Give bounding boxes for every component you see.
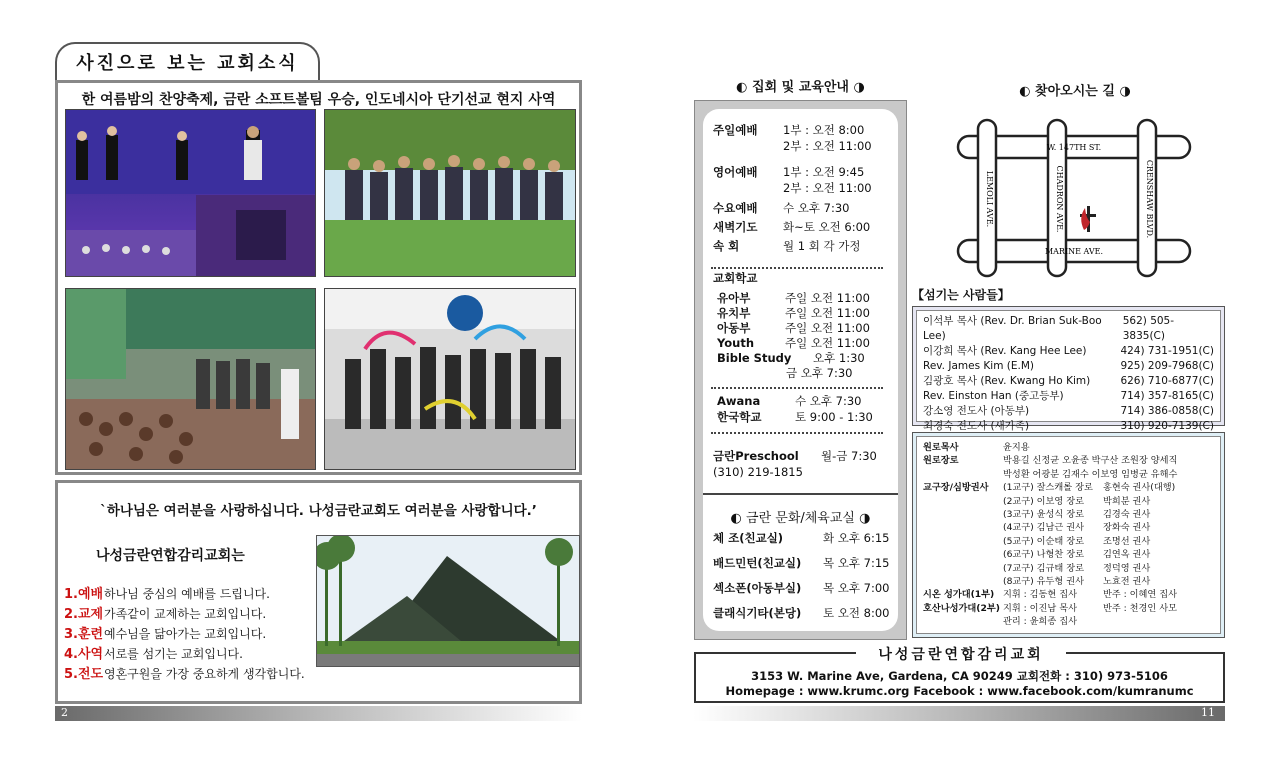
staff-member: 최경숙 전도사 (새가족) 310) 920-7139(C) bbox=[923, 420, 1214, 432]
preschool-phone: (310) 219-1815 bbox=[713, 465, 803, 479]
schedule-inner bbox=[703, 109, 898, 631]
street-top: W. 147TH ST. bbox=[1046, 143, 1102, 152]
page-footer-bar-left bbox=[55, 706, 582, 721]
mission-box bbox=[55, 480, 582, 704]
photo-caption: 한 여름밤의 찬양축제, 금란 소프트볼팀 우승, 인도네시아 단기선교 현지 사역 bbox=[81, 92, 556, 108]
creed-number: 4.사역 bbox=[64, 647, 104, 662]
creed-text: 하나님 중심의 예배를 드립니다. bbox=[104, 587, 270, 601]
creed-text: 예수님을 닮아가는 교회입니다. bbox=[104, 627, 267, 641]
street-right: CRENSHAW BLVD. bbox=[1145, 159, 1154, 239]
staff-member: 강소영 전도사 (아동부) 714) 386-0858(C) bbox=[923, 405, 1214, 417]
elder-row: (2교구) 이보영 장로 박희분 권사 bbox=[1003, 495, 1151, 507]
culture-row: 클래식기타(본당) 토 오전 8:00 bbox=[713, 606, 890, 620]
elder-row: 교구장/심방권사 (1교구) 잘스캐롤 장로 홍현숙 권사(대행) bbox=[923, 482, 1176, 494]
staff-member: 김광호 목사 (Rev. Kwang Ho Kim) 626) 710-6877(C) bbox=[923, 375, 1214, 387]
elder-row: 원로목사 윤지용 bbox=[923, 442, 1030, 453]
school-row: Bible Study 오후 1:30 bbox=[717, 351, 865, 365]
elder-row: 호산나성가대(2부) 지휘 : 이진남 목사 반주 : 천경인 사모 bbox=[923, 602, 1177, 614]
directions-map bbox=[950, 118, 1200, 278]
creed-item bbox=[64, 643, 305, 663]
photo-news-box bbox=[55, 80, 582, 475]
staff-member: 이석부 목사 (Rev. Dr. Brian Suk-Boo Lee) 562) 505-3835(C) bbox=[923, 315, 1175, 342]
staff-list bbox=[916, 310, 1221, 432]
schedule-row-english: 영어예배 1부 : 오전 9:45 bbox=[713, 165, 865, 179]
photo-youth-group bbox=[324, 288, 576, 470]
culture-row: 체 조(친교실) 화 오후 6:15 bbox=[713, 531, 890, 545]
elder-row: (3교구) 윤성식 장로 김경숙 권사 bbox=[1003, 509, 1151, 521]
schedule-row-sunday-2: 2부 : 오전 11:00 bbox=[783, 139, 872, 153]
church-web: Homepage : www.krumc.org Facebook : www.facebook.com/kumranumc bbox=[725, 684, 1194, 698]
creed-number: 3.훈련 bbox=[64, 627, 104, 642]
dotted-divider bbox=[711, 432, 883, 434]
solid-divider bbox=[703, 493, 898, 495]
school-row: Youth 주일 오전 11:00 bbox=[717, 336, 870, 350]
elder-row: 박성환 어광분 김재수 이보영 임병균 유해수 bbox=[1003, 468, 1178, 480]
staff-box bbox=[912, 306, 1225, 432]
school-row: 아동부 주일 오전 11:00 bbox=[717, 321, 870, 335]
section-title: 사진으로 보는 교회소식 bbox=[55, 42, 320, 80]
street-middle: CHADRON AVE. bbox=[1055, 165, 1064, 233]
school-row: 유치부 주일 오전 11:00 bbox=[717, 306, 870, 320]
street-bottom: MARINE AVE. bbox=[1044, 247, 1104, 256]
elder-row: (7교구) 김규태 장로 정덕영 권사 bbox=[1003, 562, 1151, 574]
photo-summer-concert bbox=[65, 109, 316, 277]
creed-number: 2.교제 bbox=[64, 607, 104, 622]
creed-number: 1.예배 bbox=[64, 587, 104, 602]
schedule-heading: ◐ 집회 및 교육안내 ◑ bbox=[736, 80, 865, 95]
creed-item bbox=[64, 603, 305, 623]
dotted-divider bbox=[711, 267, 883, 269]
creed-item bbox=[64, 623, 305, 643]
church-name: 나성금란연합감리교회 bbox=[856, 644, 1066, 664]
elder-row: 원로장로 박용길 신정균 오윤종 박구산 조원장 양세직 bbox=[923, 455, 1178, 467]
page-number-right: 11 bbox=[1201, 706, 1215, 719]
staff-member: Rev. James Kim (E.M) 925) 209-7968(C) bbox=[923, 360, 1214, 372]
staff-title: 【섬기는 사람들】 bbox=[912, 288, 1010, 302]
staff-member: 이강희 목사 (Rev. Kang Hee Lee) 424) 731-1951(C) bbox=[923, 345, 1214, 357]
page-footer-bar-right bbox=[693, 706, 1225, 721]
schedule-row-cell: 속 회 월 1 회 각 가정 bbox=[713, 239, 861, 253]
creed-text: 영혼구원을 가장 중요하게 생각합니다. bbox=[104, 667, 305, 681]
creed-number: 5.전도 bbox=[64, 667, 104, 682]
church-motto: `하나님은 여러분을 사랑하십니다. 나성금란교회도 여러분을 사랑합니다.’ bbox=[100, 503, 537, 519]
church-location-icon bbox=[1080, 206, 1096, 232]
schedule-row-english-2: 2부 : 오전 11:00 bbox=[783, 181, 872, 195]
church-is-heading: 나성금란연합감리교회는 bbox=[96, 548, 245, 564]
elder-row: (5교구) 이순태 장로 조명선 권사 bbox=[1003, 535, 1151, 547]
elder-row: 관리 : 윤희종 집사 bbox=[1003, 616, 1077, 628]
church-building-photo bbox=[316, 535, 580, 667]
dotted-divider bbox=[711, 387, 883, 389]
staff-member: Rev. Einston Han (중고등부) 714) 357-8165(C) bbox=[923, 390, 1214, 402]
awana-row: Awana 수 오후 7:30 bbox=[717, 394, 862, 408]
culture-row: 섹소폰(아동부실) 목 오후 7:00 bbox=[713, 581, 890, 595]
school-row-friday: 금 오후 7:30 bbox=[786, 366, 853, 380]
creed-item bbox=[64, 583, 305, 603]
elder-row: 시온 성가대(1부) 지휘 : 김동현 집사 반주 : 이혜연 집사 bbox=[923, 589, 1177, 601]
schedule-panel bbox=[694, 100, 907, 640]
photo-softball-team bbox=[324, 109, 576, 277]
church-address: 3153 W. Marine Ave, Gardena, CA 90249 교회전화 : 310) 973-5106 bbox=[751, 669, 1168, 683]
church-creed-list bbox=[64, 583, 305, 683]
schedule-row-sunday: 주일예배 1부 : 오전 8:00 bbox=[713, 123, 865, 137]
elders-list bbox=[916, 436, 1221, 634]
elder-row: (6교구) 나형찬 장로 김연옥 권사 bbox=[1003, 549, 1151, 561]
culture-row: 배드민턴(친교실) 목 오후 7:15 bbox=[713, 556, 890, 570]
street-left: LEMOLI AVE. bbox=[985, 170, 994, 228]
elder-row: (4교구) 김남근 권사 장화숙 권사 bbox=[1003, 522, 1151, 534]
photo-mission-gathering bbox=[65, 288, 316, 470]
elders-box bbox=[912, 432, 1225, 638]
creed-item bbox=[64, 663, 305, 683]
schedule-row-wednesday: 수요예배 수 오후 7:30 bbox=[713, 201, 850, 215]
church-info-box bbox=[694, 647, 1225, 703]
schedule-row-dawn: 새벽기도 화~토 오전 6:00 bbox=[713, 220, 871, 234]
korean-school-row: 한국학교 토 9:00 - 1:30 bbox=[717, 410, 873, 424]
culture-heading: ◐ 금란 문화/체육교실 ◑ bbox=[730, 511, 871, 526]
school-row: 유아부 주일 오전 11:00 bbox=[717, 291, 870, 305]
preschool-row: 금란Preschool 월-금 7:30 bbox=[713, 449, 877, 463]
page-number-left: 2 bbox=[61, 706, 68, 719]
creed-text: 가족같이 교제하는 교회입니다. bbox=[104, 607, 267, 621]
creed-text: 서로를 섬기는 교회입니다. bbox=[104, 647, 243, 661]
elder-row: (8교구) 유두형 권사 노효전 권사 bbox=[1003, 576, 1151, 588]
school-title: 교회학교 bbox=[713, 271, 758, 285]
directions-heading: ◐ 찾아오시는 길 ◑ bbox=[1019, 84, 1131, 99]
